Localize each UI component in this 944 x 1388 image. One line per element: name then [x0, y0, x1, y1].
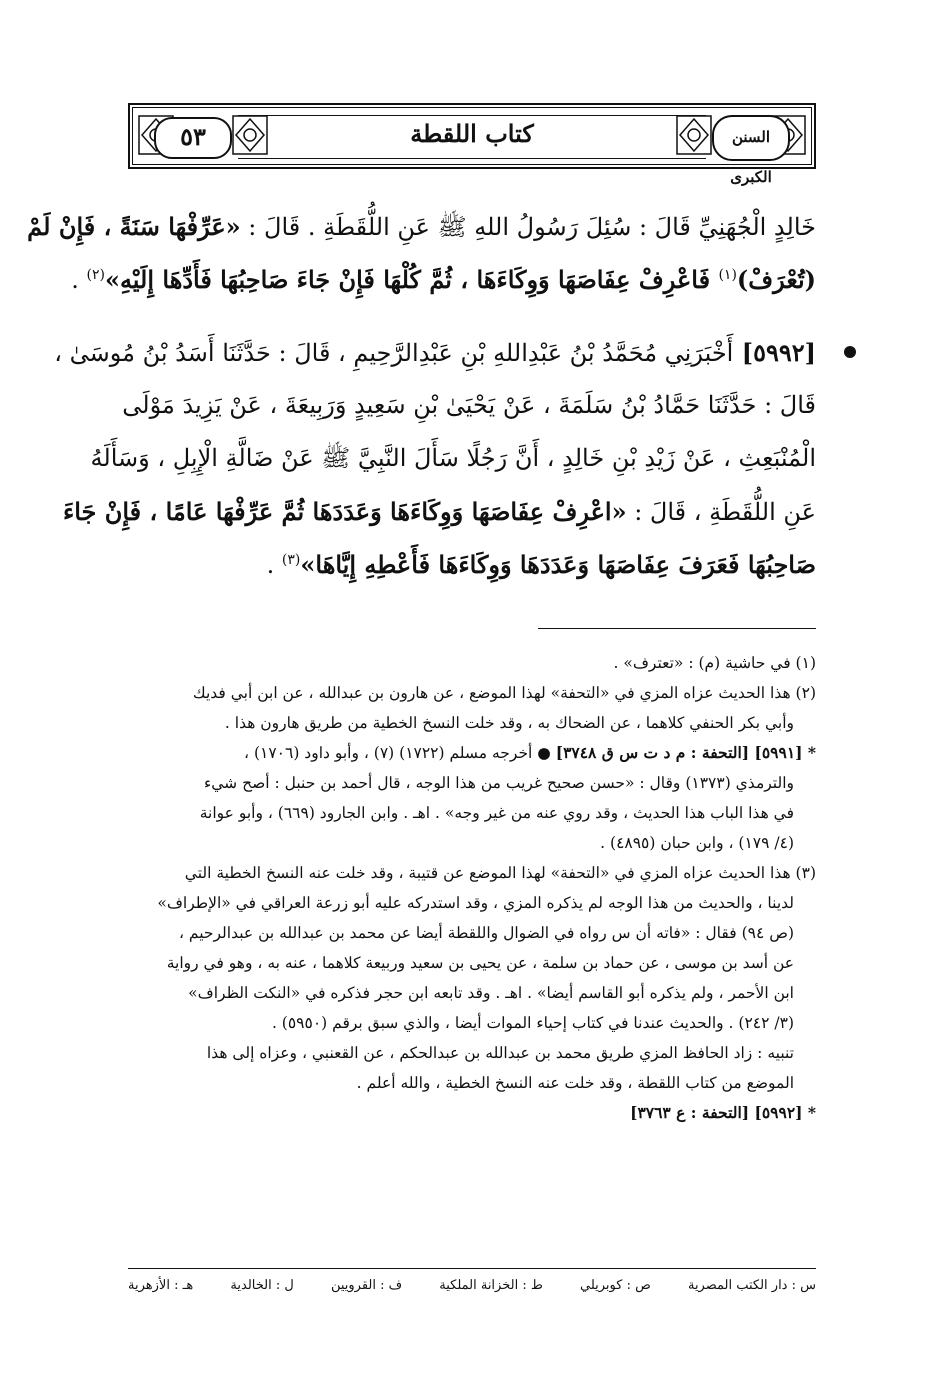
footnote-line: (٣) هذا الحديث عزاه المزي في «التحفة» لهذا الموضع عن قتيبة ، وقد خلت عنه النسخ الخطية التي — [184, 864, 816, 882]
footnote-line: تنبيه : زاد الحافظ المزي طريق محمد بن عبدالله بن عبدالحكم ، عن القعنبي ، وعزاه إلى هذا — [206, 1044, 794, 1062]
tuhfa-note-5992 — [128, 1098, 816, 1128]
footnote-line: في هذا الباب هذا الحديث ، وقد روي عنه من غير وجه» . اهـ . وابن الجارود (٦٦٩) ، وأبو عوانة — [199, 804, 794, 822]
narration-text: خَالِدٍ الْجُهَنِيِّ قَالَ : سُئِلَ رَسُولُ اللهِ ﷺ عَنِ اللُّقَطَةِ . قَالَ : — [240, 213, 816, 241]
tuhfa-reference: * [٥٩٩٢] [التحفة : ع ٣٧٦٣] — [630, 1103, 816, 1122]
footnote-line: وأبي بكر الحنفي كلاهما ، عن الضحاك به ، وقد خلت النسخ الخطية من طريق هارون هذا . — [224, 714, 794, 732]
siglum-item: ف : القرويين — [330, 1278, 403, 1293]
footnote-note — [128, 1038, 816, 1098]
prophetic-text: صَاحِبُهَا فَعَرَفَ عِفَاصَهَا وَعَدَدَهَا وَوِكَاءَهَا فَأَعْطِهِ إِيَّاهَا» — [300, 550, 816, 579]
footnote-line: (٣/ ٢٤٢) . والحديث عندنا في كتاب إحياء الموات أيضا ، والذي سبق برقم (٥٩٥٠) . — [271, 1014, 794, 1032]
footnote-line: لدينا ، والحديث من هذا الوجه لم يذكره المزي ، وقد استدركه عليه أبو زرعة العراقي في «الإطراف» — [157, 894, 794, 912]
prophetic-text: «عَرِّفْهَا سَنَةً ، فَإِنْ لَمْ — [27, 212, 241, 241]
manuscript-sigla — [128, 1278, 816, 1293]
siglum-item: هـ : الأزهرية — [128, 1278, 194, 1293]
tuhfa-reference: * [٥٩٩١] [التحفة : م د ت س ق ٣٧٤٨] — [555, 743, 816, 762]
prophetic-text: (تُعْرَفْ) — [736, 265, 816, 294]
footnote-line: والترمذي (١٣٧٣) وقال : «حسن صحيح غريب من هذا الوجه ، قال أحمد بن حنبل : أصح شيء — [203, 774, 794, 792]
siglum-item: س : دار الكتب المصرية — [687, 1278, 816, 1293]
running-header — [128, 103, 816, 186]
siglum-item: ص : كوبريلي — [580, 1278, 651, 1293]
narration-text: عَنِ اللُّقَطَةِ ، قَالَ : — [626, 498, 816, 526]
footnotes — [128, 648, 816, 1128]
footnote-1 — [128, 648, 816, 678]
tuhfa-line — [128, 738, 816, 768]
footnote-marker: (١) — [718, 267, 737, 283]
text-line — [130, 538, 816, 591]
takhrij-text: ● أخرجه مسلم (١٧٢٢) (٧) ، وأبو داود (١٧٠٦) ، — [244, 744, 556, 762]
chapter-title: كتاب اللقطة — [410, 119, 534, 148]
prophetic-text: [٥٩٩٢] — [733, 338, 816, 367]
text-line — [90, 432, 816, 485]
footnote-line: الموضع من كتاب اللقطة ، وقد خلت عنه النسخ الخطية ، والله أعلم . — [356, 1074, 794, 1092]
bullet-marker — [844, 346, 856, 358]
hadith-5992 — [54, 326, 816, 591]
text-line — [54, 326, 816, 379]
footnote-line: عن أسد بن موسى ، عن حماد بن سلمة ، عن يحيى بن سعيد وربيعة كلاهما ، عنه به ، وهو في رواية — [166, 954, 794, 972]
text-line — [62, 485, 816, 538]
page-number: ٥٣ — [154, 117, 232, 159]
text-line — [71, 253, 816, 306]
narration-text: قَالَ : حَدَّثَنَا حَمَّادُ بْنُ سَلَمَةَ ، عَنْ يَحْيَىٰ بْنِ سَعِيدٍ وَرَبِيعَةَ ، عَنْ يَزِيدَ مَوْلَى — [122, 391, 816, 419]
footnote-separator — [538, 628, 816, 629]
footnote-2 — [128, 678, 816, 738]
footnote-line: (ص ٩٤) فقال : «فاته أن س رواه في الضوال واللقطة أيضا عن محمد بن عبدالله بن عبدالرحيم ، — [179, 924, 794, 942]
narration-text: أَخْبَرَنِي مُحَمَّدُ بْنُ عَبْدِاللهِ بْنِ عَبْدِالرَّحِيمِ ، قَالَ : حَدَّثَنَا أَسَدُ بْنُ مُوسَىٰ ، — [54, 339, 734, 367]
footnote-3 — [128, 858, 816, 1038]
narration-text: الْمُنْبَعِثِ ، عَنْ زَيْدِ بْنِ خَالِدٍ ، أَنَّ رَجُلًا سَأَلَ النَّبِيَّ ﷺ عَنْ ضَالَّةِ الْإِبِلِ ، وَسَأَلَهُ — [90, 444, 816, 472]
text-line — [27, 200, 816, 253]
footnote-line: (١) في حاشية (م) : «تعترف» . — [613, 654, 816, 672]
siglum-item: ل : الخالدية — [230, 1278, 294, 1293]
text-line — [122, 379, 816, 432]
footnote-marker: (٣) — [281, 552, 301, 568]
book-logo: السنن الكبرى — [712, 115, 790, 161]
footnote-marker: (٢) — [86, 267, 105, 283]
siglum-item: ط : الخزانة الملكية — [439, 1278, 543, 1293]
tuhfa-note-5991 — [128, 738, 816, 858]
narration-text: . — [266, 551, 282, 579]
footnote-line: ابن الأحمر ، ولم يذكره أبو القاسم أيضا» . اهـ . وقد تابعه ابن حجر فذكره في «النكت الظراف» — [188, 984, 794, 1002]
prophetic-text: «اعْرِفْ عِفَاصَهَا وَوِكَاءَهَا وَعَدَدَهَا ثُمَّ عَرِّفْهَا عَامًا ، فَإِنْ جَاءَ — [62, 497, 627, 526]
prophetic-text: فَاعْرِفْ عِفَاصَهَا وَوِكَاءَهَا ، ثُمَّ كُلْهَا فَإِنْ جَاءَ صَاحِبُهَا فَأَدِّهَا إِلَيْهِ» — [104, 265, 719, 294]
footnote-line: (٢) هذا الحديث عزاه المزي في «التحفة» لهذا الموضع ، عن هارون بن عبدالله ، عن ابن أبي فديك — [192, 684, 816, 702]
paragraph-continuation — [27, 200, 816, 306]
bottom-separator — [128, 1268, 816, 1269]
footnote-line: (٤/ ١٧٩) ، وابن حبان (٤٨٩٥) . — [600, 834, 794, 852]
narration-text: . — [71, 266, 87, 294]
